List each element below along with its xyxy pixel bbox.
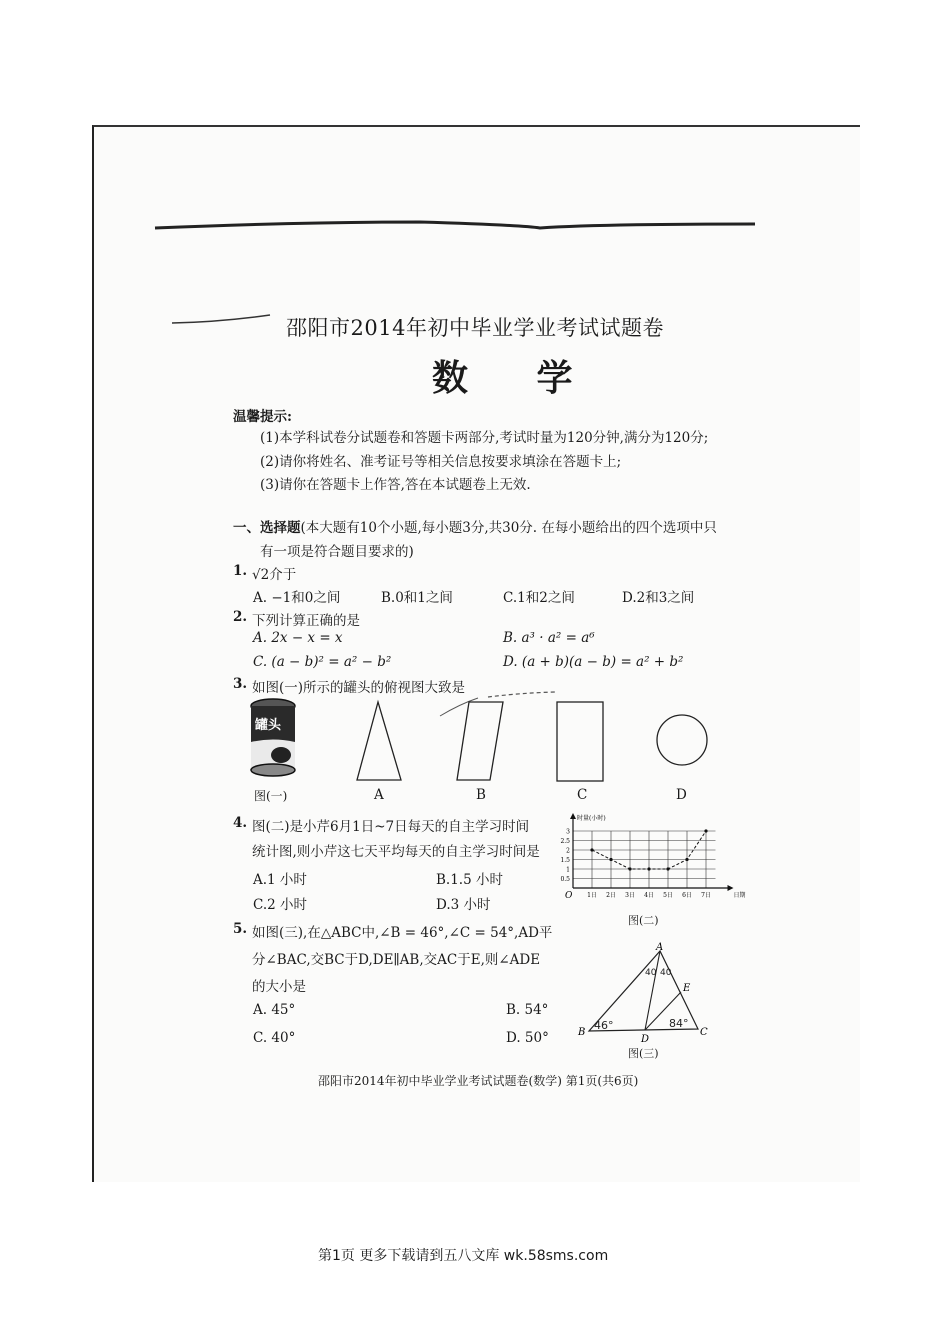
- handwritten-angle-b: 46°: [594, 1019, 614, 1032]
- origin-label: O: [565, 891, 573, 901]
- y-axis-title: 时量(小时): [577, 815, 606, 822]
- option-b: B.0和1之间: [381, 590, 453, 606]
- y-tick-label: 3: [566, 828, 570, 836]
- x-tick-label: 2日: [606, 892, 616, 899]
- option-a-triangle: [355, 700, 405, 785]
- data-point: [647, 867, 650, 870]
- tip-item: (2)请你将姓名、准考证号等相关信息按要求填涂在答题卡上;: [260, 454, 622, 470]
- data-point: [685, 858, 688, 861]
- option-c-label: C: [577, 787, 588, 803]
- option-b: B. 54°: [506, 1002, 549, 1018]
- option-a: A. −1和0之间: [253, 590, 341, 606]
- download-note: 第1页 更多下载请到五八文库 wk.58sms.com: [318, 1248, 609, 1264]
- question-number: 3.: [233, 676, 248, 692]
- x-tick-label: 5日: [663, 892, 673, 899]
- y-tick-label: 2: [566, 847, 570, 855]
- point-a-label: A: [656, 942, 664, 953]
- question-stem-line1: 如图(三),在△ABC中,∠B = 46°,∠C = 54°,AD平: [252, 925, 553, 941]
- page-footer: 邵阳市2014年初中毕业学业考试试题卷(数学) 第1页(共6页): [318, 1074, 639, 1088]
- option-c: C.2 小时: [253, 897, 308, 913]
- option-a-label: A: [374, 787, 384, 803]
- study-time-chart: [555, 813, 745, 913]
- x-tick-label: 1日: [587, 892, 597, 899]
- y-tick-label: 1.5: [560, 857, 570, 864]
- question-stem-line3: 的大小是: [252, 979, 306, 995]
- chart-figure-label: 图(二): [628, 914, 659, 927]
- y-tick-label: 2.5: [560, 838, 570, 845]
- exam-title: 邵阳市2014年初中毕业学业考试试题卷: [286, 316, 664, 340]
- question-number: 4.: [233, 815, 248, 831]
- point-d-label: D: [641, 1034, 650, 1045]
- option-a: A.1 小时: [253, 872, 307, 888]
- x-tick-label: 6日: [682, 892, 692, 899]
- option-b: B.1.5 小时: [436, 872, 503, 888]
- section-intro-text: (本大题有10个小题,每小题3分,共30分. 在每小题给出的四个选项中只: [300, 520, 717, 536]
- option-b: B. a³ · a² = a⁶: [503, 630, 595, 646]
- question-number: 2.: [233, 609, 248, 625]
- can-label: 罐头: [255, 718, 282, 733]
- option-d: D.3 小时: [436, 897, 491, 913]
- figure-label: 图(一): [254, 789, 288, 803]
- option-c: C. 40°: [253, 1030, 296, 1046]
- question-stem-line1: 图(二)是小芹6月1日~7日每天的自主学习时间: [252, 819, 530, 835]
- option-d: D. (a + b)(a − b) = a² + b²: [503, 654, 684, 670]
- question-stem: 如图(一)所示的罐头的俯视图大致是: [252, 680, 466, 696]
- data-point: [609, 858, 612, 861]
- x-tick-label: 4日: [644, 892, 654, 899]
- triangle-figure: [575, 942, 715, 1045]
- option-a: A. 45°: [253, 1002, 296, 1018]
- option-d: D. 50°: [506, 1030, 549, 1046]
- option-d-label: D: [676, 787, 687, 803]
- data-point: [590, 848, 593, 851]
- option-b-label: B: [476, 787, 486, 803]
- option-a: A. 2x − x = x: [253, 630, 343, 646]
- question-number: 1.: [233, 563, 248, 579]
- handwritten-angle-c: 84°: [669, 1017, 689, 1030]
- y-axis-arrow: [570, 813, 576, 819]
- question-stem: 下列计算正确的是: [252, 613, 360, 629]
- subject-title: 数 学: [432, 357, 601, 399]
- section-heading: 一、选择题: [233, 520, 301, 536]
- data-point: [628, 867, 631, 870]
- tip-item: (3)请你在答题卡上作答,答在本试题卷上无效.: [260, 477, 531, 493]
- x-tick-label: 7日: [701, 892, 711, 899]
- question-stem-line2: 分∠BAC,交BC于D,DE∥AB,交AC于E,则∠ADE: [252, 952, 541, 968]
- section-intro-line1: [233, 516, 717, 536]
- y-tick-label: 0.5: [560, 876, 570, 883]
- handwritten-angle-a1: 40: [645, 968, 657, 978]
- data-point: [666, 867, 669, 870]
- option-b-parallelogram: [456, 700, 506, 785]
- option-c-rectangle: [556, 700, 606, 785]
- section-intro-line2: 有一项是符合题目要求的): [260, 544, 414, 560]
- option-d: D.2和3之间: [622, 590, 695, 606]
- y-tick-label: 1: [566, 866, 570, 874]
- point-c-label: C: [700, 1027, 708, 1038]
- x-axis-title: 日期: [733, 892, 746, 899]
- question-number: 5.: [233, 921, 248, 937]
- triangle-figure-label: 图(三): [628, 1047, 659, 1060]
- question-stem-line2: 统计图,则小芹这七天平均每天的自主学习时间是: [252, 844, 540, 860]
- data-point: [704, 829, 707, 832]
- point-e-label: E: [683, 983, 691, 994]
- tip-item: (1)本学科试卷分试题卷和答题卡两部分,考试时量为120分钟,满分为120分;: [260, 430, 709, 446]
- can-figure: [247, 697, 307, 782]
- option-c: C. (a − b)² = a² − b²: [253, 654, 392, 670]
- tips-heading: 温馨提示:: [233, 409, 292, 425]
- question-stem: √2介于: [252, 567, 297, 583]
- handwritten-angle-a2: 40: [660, 968, 672, 978]
- point-b-label: B: [578, 1027, 586, 1038]
- x-axis-arrow: [728, 885, 734, 891]
- x-tick-label: 3日: [625, 892, 635, 899]
- option-d-circle: [656, 714, 710, 768]
- option-c: C.1和2之间: [503, 590, 575, 606]
